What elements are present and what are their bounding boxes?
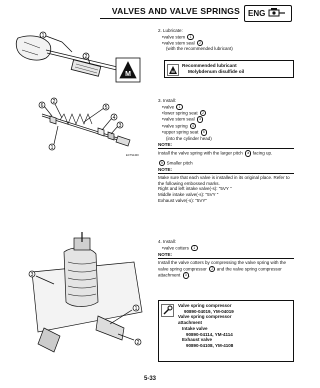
callout-1: 1 [50, 144, 54, 151]
tool-line: 90890-04114, YM-4114 [186, 331, 233, 337]
pitch-legend: b Smaller pitch [158, 160, 294, 166]
note-line: Exhaust valve(-s): "5VY" [158, 197, 207, 203]
tool-line: 90890-04019, YM-04019 [184, 308, 234, 314]
note-label: NOTE: [158, 167, 294, 174]
page-number: 5-33 [143, 376, 156, 382]
eng-label: ENG [248, 9, 266, 18]
figure-valve-spring-compressor [14, 232, 154, 362]
list-item: •valve stem seal 2 [158, 40, 294, 46]
step-4-title: 4. Install: [158, 239, 177, 244]
tool-line: 90890-04108, YM-4108 [186, 342, 234, 348]
tool-line: Valve spring compressor [178, 303, 232, 308]
header-rule [100, 18, 238, 19]
tool-line: attachment [178, 320, 203, 326]
svg-text:M: M [171, 69, 175, 75]
list-item: •valve cotters 1 [158, 245, 294, 251]
tool-line: Intake valve [182, 325, 208, 331]
figure-valve-spring-assembly [14, 96, 154, 160]
note-text: Install the valve cotters by compressing the valve spring with the valve spring compressor 2 and the valve spring compressor attachment 3 . [158, 260, 287, 278]
figure-valve-lubricate [12, 28, 152, 92]
note-text: Install the valve spring with the larger pitch a facing up. [158, 150, 273, 156]
lubricant-heading: Recommended lubricant [182, 63, 237, 68]
step-4 [158, 239, 294, 279]
note-line: Right and left intake valve(-s): "5VY " [158, 186, 232, 192]
tool-line: Valve spring compressor [178, 314, 232, 320]
lubricant-name: Molybdenum disulfide oil [188, 68, 245, 74]
list-item: •valve stem 1 [158, 34, 294, 40]
step-2 [158, 28, 294, 52]
recommended-lubricant-box [164, 60, 294, 78]
callout-2: 2 [136, 339, 140, 346]
list-item: •lower spring seat 2 [158, 110, 294, 116]
molybdenum-oil-icon [167, 63, 179, 75]
list-item: •valve spring 4 [158, 123, 294, 129]
list-item: •valve 1 [158, 104, 294, 110]
callout-1: 1 [41, 32, 45, 39]
step-3-title: 3. Install: [158, 98, 177, 103]
eng-badge [244, 5, 292, 22]
lubricant-text [182, 63, 244, 75]
note-line: Middle intake valve(-s): "5VY " [158, 192, 219, 198]
callout-4: 4 [112, 114, 116, 121]
callout-3: 3 [30, 271, 34, 278]
list-item: •valve stem seal 3 [158, 116, 294, 122]
callout-3: 3 [118, 122, 122, 129]
special-tools-box [158, 300, 294, 362]
tools-list [178, 303, 234, 349]
callout-5: 5 [104, 104, 108, 111]
engine-icon [268, 5, 286, 23]
callout-1: 1 [134, 305, 138, 312]
callout-2: 2 [84, 53, 88, 60]
step-3 [158, 98, 294, 203]
note-label: NOTE: [158, 252, 294, 259]
tool-line: Exhaust valve [182, 337, 213, 343]
list-item: •upper spring seat 5 [158, 129, 294, 135]
step-2-note: (with the recommended lubricant) [166, 46, 233, 52]
callout-6: 6 [40, 102, 44, 109]
svg-text:M: M [125, 71, 131, 78]
note-line: Make sure that each valve is installed in its original place. Refer to the following embossed marks. [158, 175, 290, 186]
wrench-icon [161, 304, 174, 317]
note-label: NOTE: [158, 142, 294, 149]
section-title: VALVES AND VALVE SPRINGS [111, 6, 240, 16]
step-3-items-note: (into the cylinder head) [166, 135, 212, 141]
callout-2: 2 [52, 98, 56, 105]
figure-code: ECTS1400 [126, 154, 139, 157]
step-2-title: 2. Lubricate: [158, 28, 183, 33]
page-header [100, 6, 292, 20]
